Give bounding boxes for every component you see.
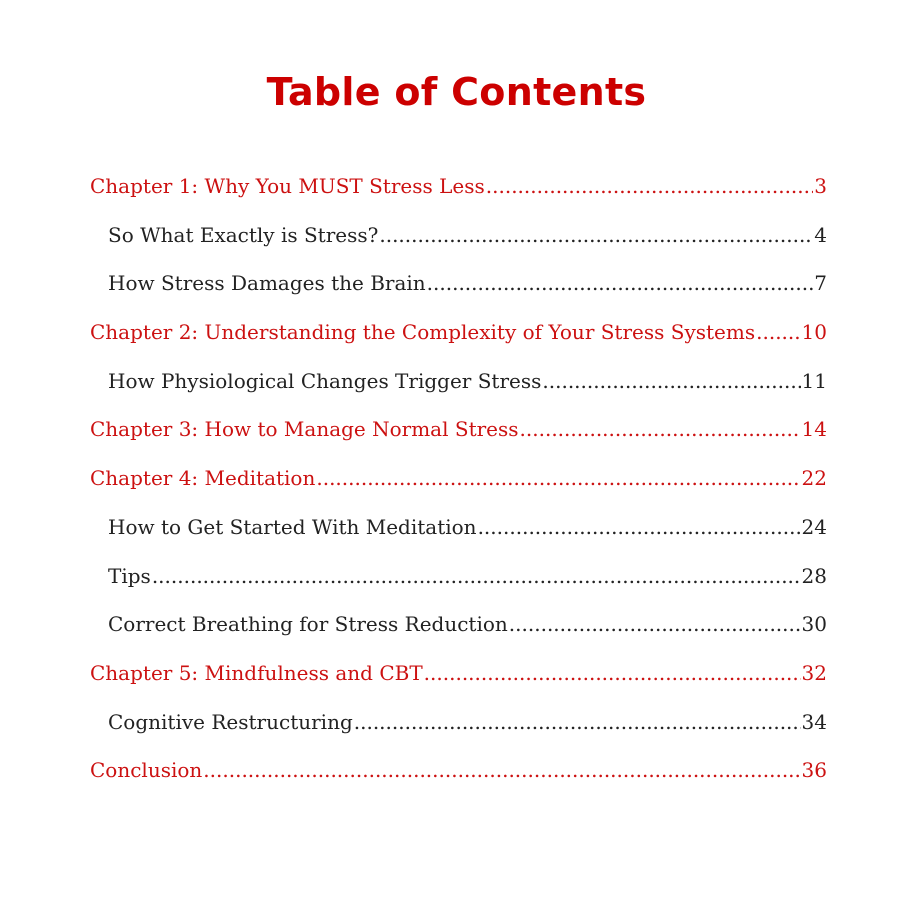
toc-entry-page-number: 4	[814, 222, 827, 247]
dot-leader	[152, 560, 801, 592]
dot-leader	[520, 413, 801, 445]
dot-leader	[354, 706, 801, 738]
toc-entry-title: Correct Breathing for Stress Reduction	[108, 612, 508, 637]
toc-entry-title: Chapter 4: Meditation	[90, 466, 316, 491]
toc-entry-section[interactable]	[90, 511, 827, 560]
toc-entry-page-number: 11	[801, 368, 827, 393]
toc-entry-page-number: 32	[801, 660, 827, 685]
toc-entry-chapter-2[interactable]	[90, 316, 827, 365]
toc-entry-page-number: 14	[801, 417, 827, 442]
toc-entry-title: How to Get Started With Meditation	[108, 514, 477, 539]
toc-entry-title: So What Exactly is Stress?	[108, 222, 379, 247]
toc-entry-chapter-3[interactable]	[90, 413, 827, 462]
dot-leader	[427, 267, 814, 299]
toc-entry-page-number: 36	[801, 758, 827, 783]
dot-leader	[542, 365, 800, 397]
toc-entry-page-number: 28	[801, 563, 827, 588]
toc-entry-chapter-5[interactable]	[90, 657, 827, 706]
dot-leader	[424, 657, 801, 689]
dot-leader	[509, 608, 801, 640]
toc-entry-section[interactable]	[90, 267, 827, 316]
toc-entry-chapter-1[interactable]	[90, 170, 827, 219]
table-of-contents	[90, 170, 827, 803]
dot-leader	[316, 462, 800, 494]
toc-entry-page-number: 34	[801, 709, 827, 734]
toc-entry-title: Chapter 2: Understanding the Complexity of Your Stress Systems	[90, 320, 756, 345]
page-title: Table of Contents	[266, 70, 647, 114]
toc-entry-page-number: 7	[814, 271, 827, 296]
toc-entry-title: Cognitive Restructuring	[108, 709, 353, 734]
toc-entry-page-number: 10	[801, 320, 827, 345]
toc-entry-page-number: 3	[814, 174, 827, 198]
toc-entry-page-number: 22	[801, 466, 827, 491]
toc-entry-section[interactable]	[90, 706, 827, 755]
toc-entry-title: Chapter 1: Why You MUST Stress Less	[90, 174, 485, 198]
dot-leader	[486, 170, 814, 202]
toc-entry-title: Tips	[108, 563, 151, 588]
toc-entry-title: Chapter 5: Mindfulness and CBT	[90, 660, 423, 685]
toc-entry-chapter-4[interactable]	[90, 462, 827, 511]
dot-leader	[478, 511, 801, 543]
dot-leader	[203, 754, 800, 786]
toc-entry-title: How Physiological Changes Trigger Stress	[108, 368, 542, 393]
toc-entry-page-number: 30	[801, 612, 827, 637]
toc-entry-page-number: 24	[801, 514, 827, 539]
toc-entry-section[interactable]	[90, 560, 827, 609]
toc-entry-section[interactable]	[90, 365, 827, 414]
dot-leader	[379, 219, 813, 251]
toc-entry-conclusion[interactable]	[90, 754, 827, 803]
toc-entry-title: Conclusion	[90, 758, 203, 783]
toc-entry-section[interactable]	[90, 219, 827, 268]
toc-entry-title: Chapter 3: How to Manage Normal Stress	[90, 417, 519, 442]
toc-entry-title: How Stress Damages the Brain	[108, 271, 426, 296]
dot-leader	[756, 316, 800, 348]
toc-entry-section[interactable]	[90, 608, 827, 657]
